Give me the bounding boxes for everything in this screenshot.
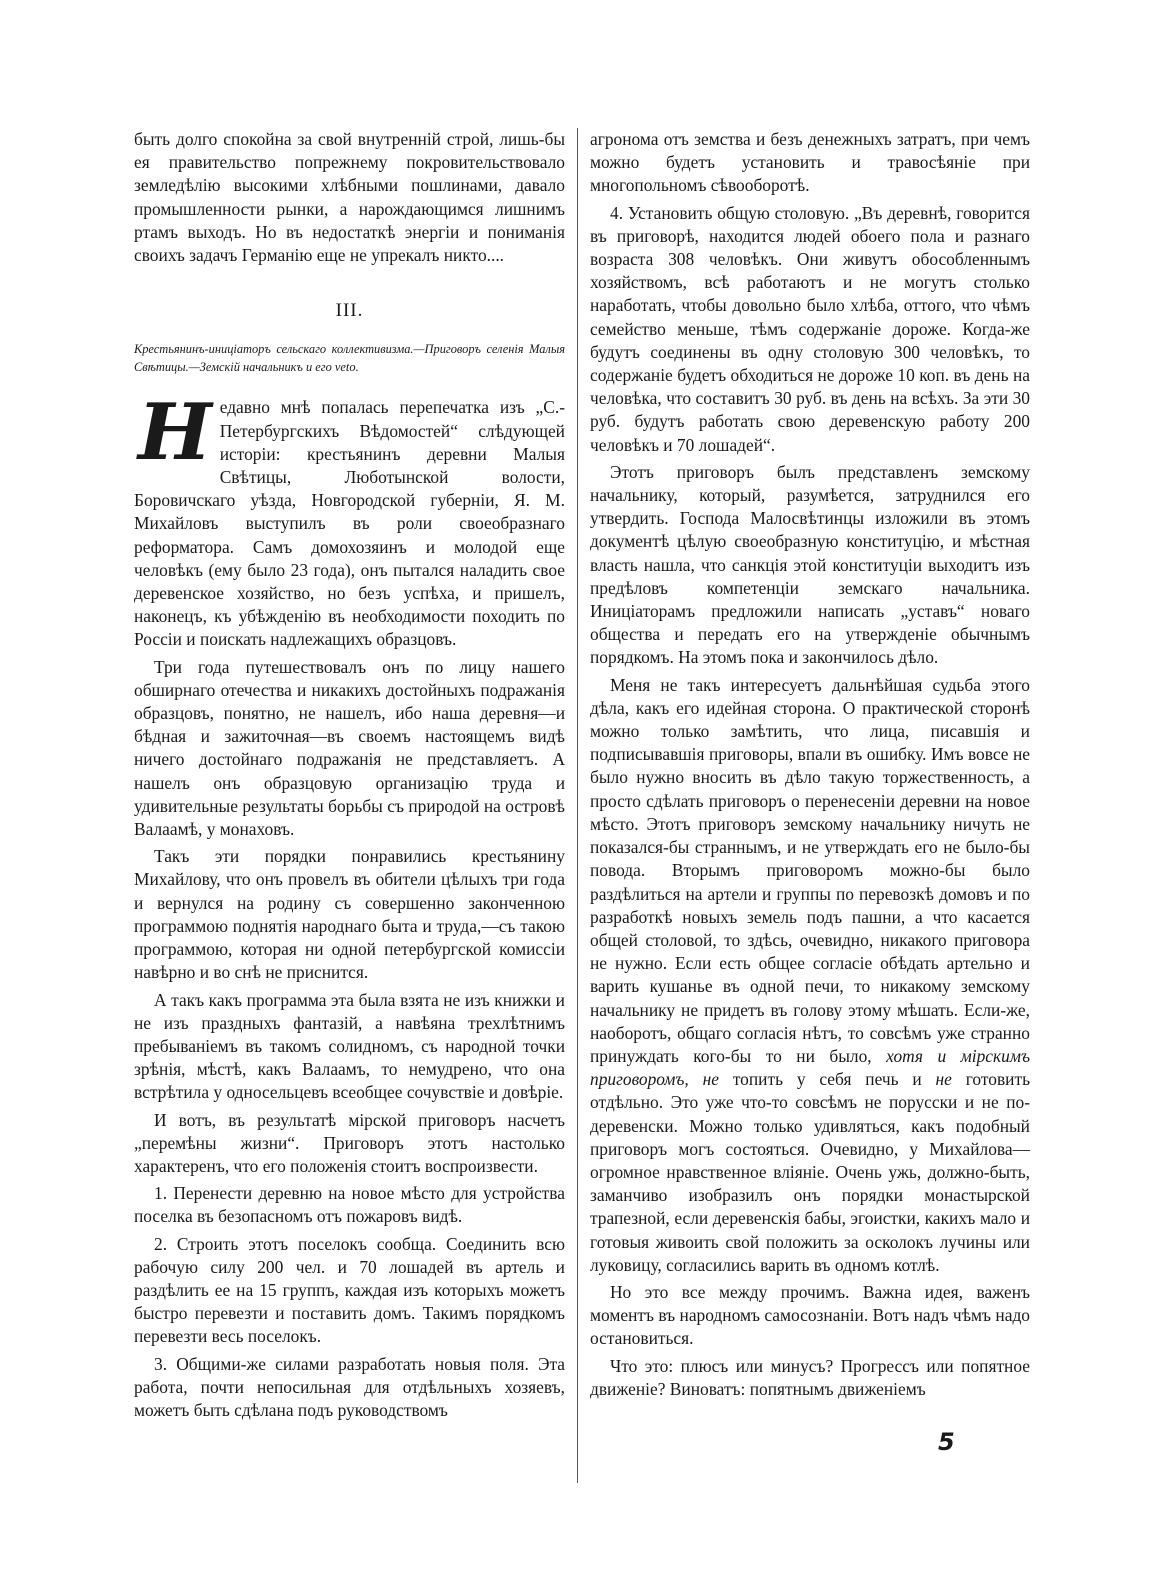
column-divider xyxy=(577,128,578,1483)
paragraph-3: Такъ эти порядки понравились крестьянину Михайлову, что онъ провелъ въ обители цѣлыхъ три года и вернулся на родину съ совершенно законченною программою поднятія народнаго быта и труда,—съ такою программою, которая ни одной петербургской комиссіи навѣрно и во снѣ не приснится. xyxy=(134,846,565,983)
list-item-3: 3. Общими-же силами разработать новыя поля. Эта работа, почти непосильная для отдѣльныхъ хозяевъ, можетъ быть сдѣлана подъ руководствомъ xyxy=(134,1353,565,1420)
list-item-1: 1. Перенести деревню на новое мѣсто для устройства поселка въ безопасномъ отъ пожаровъ видѣ. xyxy=(134,1183,565,1227)
paragraph-7 xyxy=(590,674,1030,1277)
paragraph-7-italic: хотя и мірскимъ приговоромъ, не xyxy=(590,1045,1030,1090)
paragraph-6: Этотъ приговоръ былъ представленъ земскому начальнику, который, разумѣется, затруднился его утвердить. Господа Малосвѣтинцы изложили въ этомъ документѣ цѣлую своеобразную конституцію, и мѣстная власть нашла, что санкція этой конституціи выходитъ изъ предѣловъ компетенціи земскаго начальника. Иниціаторамъ предложили написать „уставъ“ новаго общества и передать его на утвержденіе обычнымъ порядкомъ. На этомъ пока и закончилось дѣло. xyxy=(590,461,1030,668)
paragraph-1 xyxy=(134,387,565,651)
intro-paragraph: быть долго спокойна за свой внутренній строй, лишь-бы ея правительство попрежнему покровительствовало земледѣлію высокими хлѣбными пошлинами, давало промышленности рынки, а нарождающимся лишнимъ ртамъ выходъ. Но въ недостаткѣ энергіи и пониманія своихъ задачъ Германію еще не упрекалъ никто.... xyxy=(134,129,565,266)
paragraph-7-italic-2: не xyxy=(935,1069,952,1090)
paragraph-9: Что это: плюсъ или минусъ? Прогрессъ или попятное движеніе? Виноватъ: попятнымъ движеніемъ xyxy=(590,1355,1030,1399)
section-number: III. xyxy=(335,300,364,322)
paragraph-8: Но это все между прочимъ. Важна идея, важенъ моментъ въ народномъ самосознаніи. Вотъ надъ чѣмъ надо остановиться. xyxy=(590,1281,1030,1349)
paragraph-2: Три года путешествовалъ онъ по лицу нашего обширнаго отечества и никакихъ достойныхъ подражанія образцовъ, понятно, не нашелъ, ибо наша деревня—и бѣдная и зажиточная—въ своемъ настоящемъ видѣ ничего достойнаго подражанія не представляетъ. А нашелъ онъ образцовую организацію труда и удивительные результаты борьбы съ природой на островѣ Валаамѣ, у монаховъ. xyxy=(134,656,565,840)
paragraph-1-text: едавно мнѣ попалась перепечатка изъ „С.-Петербургскихъ Вѣдомостей“ слѣдующей исторіи: крестьянинъ деревни Малыя Свѣтицы, Люботынской волости, Боровичскаго уѣзда, Новгородской губерніи, Я. М. Михайловъ выступилъ въ роли своеобразнаго реформатора. Самъ домохозяинъ и молодой еще человѣкъ (ему было 23 года), онъ пытался наладить свое деревенское хозяйство, но безъ успѣха, и пришелъ, наконецъ, къ убѣжденію въ необходимости походить по Россіи и поискать надлежащихъ образцовъ. xyxy=(134,397,565,650)
section-summary: Крестьянинъ-иниціаторъ сельскаго коллективизма.—Приговоръ селенія Малыя Свѣтицы.—Земскій начальникъ и его veto. xyxy=(134,342,565,375)
paragraph-7-start: Меня не такъ интересуетъ дальнѣйшая судьба этого дѣла, какъ его идейная сторона. О практической сторонѣ можно только замѣтить, что лица, писавшія и подписывавшія приговоры, впали въ ошибку. Имъ вовсе не было нужно вносить въ дѣло такую торжественность, а просто сдѣлать приговоръ о перенесеніи деревни на новое мѣсто. Этотъ приговоръ земскому начальнику ничуть не показался-бы страннымъ, и не утверждать его не было-бы повода. Вторымъ приговоромъ можно-бы было раздѣлиться на артели и группы по перевозкѣ домовъ и по разработкѣ новыхъ земель подъ пашни, а что касается общей столовой, то здѣсь, очевидно, никакого приговора не нужно. Если есть общее согласіе обѣдать артельно и варить кушанье въ одной печи, то никакому земскому начальнику не придетъ въ голову этому мѣшать. Если-же, наоборотъ, общаго согласія нѣтъ, то совсѣмъ уже странно принуждать кого-бы то ни было, xyxy=(590,674,1030,1066)
list-item-2: 2. Строить этотъ поселокъ сообща. Соединить всю рабочую силу 200 чел. и 70 лошадей въ артель и раздѣлить ее на 15 группъ, каждая изъ которыхъ можетъ быстро перевезти и поставить домъ. Такимъ порядкомъ перевезти весь поселокъ. xyxy=(134,1233,565,1347)
page-number: 5 xyxy=(938,1428,955,1456)
list-item-4: 4. Установить общую столовую. „Въ деревнѣ, говорится въ приговорѣ, находится людей обоего пола и разнаго возраста 308 человѣкъ. Они живутъ обособленнымъ хозяйствомъ, всѣ работаютъ и не могутъ столько наработать, чтобы довольно было хлѣба, оттого, что чѣмъ семейство меньше, тѣмъ содержаніе дороже. Когда-же будутъ соединены въ одну столовую 300 человѣкъ, то содержаніе будетъ обходиться не дороже 10 коп. въ день на человѣка, что составитъ 30 руб. въ день на всѣхъ. За эти 30 руб. будутъ работать свою деревенскую работу 200 человѣкъ и 70 лошадей“. xyxy=(590,202,1030,455)
left-column xyxy=(134,128,565,1422)
paragraph-7-mid: топить у себя печь и xyxy=(732,1069,922,1090)
drop-cap: Н xyxy=(138,387,212,479)
paragraph-7-end: готовить отдѣльно. Это уже что-то совсѣмъ не порусски и не по-деревенски. Можно только удивляться, какъ подобный приговоръ могъ состояться. Очевидно, у Михайлова—огромное нравственное вліяніе. Очень ужь, должно-быть, заманчиво изобразилъ онъ порядки монастырской трапезной, если деревенскія бабы, эгоистки, какихъ мало и готовыя живоить свой положить за осколокъ лучины или луковицу, согласились варить въ одномъ котлѣ. xyxy=(590,1069,1031,1275)
paragraph-4: А такъ какъ программа эта была взята не изъ книжки и не изъ праздныхъ фантазій, а навѣяна трехлѣтнимъ пребываніемъ въ такомъ солидномъ, съ народной точки зрѣнія, мѣстѣ, какъ Валаамъ, то немудрено, что она встрѣтила у односельцевъ всеобщее сочувствіе и довѣріе. xyxy=(134,989,565,1103)
paragraph-5: И вотъ, въ результатѣ мірской приговоръ насчетъ „перемѣны жизни“. Приговоръ этотъ настолько характеренъ, что его положенія стоитъ воспроизвести. xyxy=(134,1109,565,1176)
paragraph-continued: агронома отъ земства и безъ денежныхъ затратъ, при чемъ можно будетъ установить и травосѣяніе при многопольномъ сѣвооборотѣ. xyxy=(590,129,1030,196)
right-column xyxy=(590,128,1030,1401)
